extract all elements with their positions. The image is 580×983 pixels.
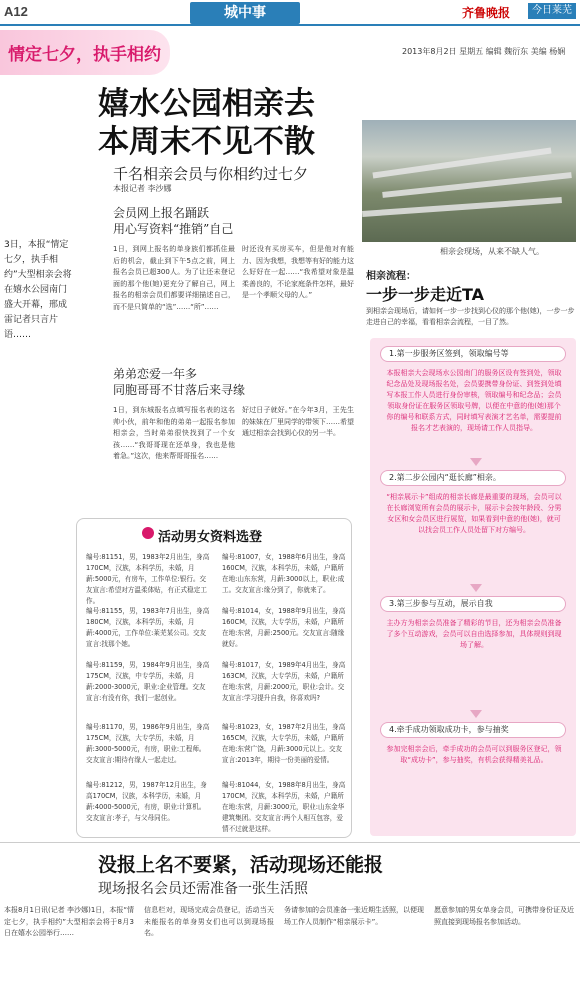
photo-caption: 相亲会现场，从来不缺人气。 — [440, 247, 544, 256]
profiles-title: 活动男女资料选登 — [158, 530, 263, 545]
step-3-heading: 3.第三步参与互动，展示自我 — [380, 596, 566, 612]
paper-badge: 今日莱芜 — [528, 3, 576, 19]
step-2-body: “相亲展示卡”组成的相亲长廊是最重要的现场，会员可以在长廊浏览所有会员的展示卡，展示卡会按年龄段、分男女区和女会员区进行展览，如果看到中意的他(她)，就可以找会员工作人员处留下对方编号。 — [386, 493, 562, 534]
second-body-column-4: 愿意参加的男女单身会员，可携带身份证及近照直接到现场报名参加活动。 — [434, 906, 574, 926]
profile-entry: 编号:81023，女，1987年2月出生，身高165CM，汉族，大专学历，未婚，户籍所在地:东营广饶，月薪:3000元以上。交友宣言:2013年，期待一份美丽的爱情。 — [222, 723, 346, 764]
event-banner — [0, 30, 170, 75]
step-3-body: 主办方为相亲会员准备了精彩的节目，还为相亲会员准备了多个互动游戏，会员可以自由选择参加，具体规则到现场了解。 — [386, 619, 562, 649]
section-divider — [0, 842, 580, 843]
body-column-4: 好过日子就好。”在今年3月，王先生的妹妹在厂里同学的带领下……希望通过相亲会找到心仪的另一半。 — [242, 406, 354, 437]
body-column-3: 1日，到东城报名点填写报名表的这名帅小伙，前年和他的弟弟一起报名参加相亲会，当时弟弟很快找到了一个女孩……“我哥哥现在还单身，我也是他着急。”这次，他来帮哥哥报名…… — [113, 406, 235, 460]
profile-entry: 编号:81007，女，1988年6月出生，身高160CM，汉族，本科学历，未婚，户籍所在地:山东东营，月薪:3000以上，职业:成工。交友宣言:缘分到了，你就来了。 — [222, 553, 346, 594]
second-body-column-1: 本报8月1日讯(记者 李沙娜)1日，本报“情定七夕，执手相约”大型相亲会将于8月3日在嬉水公园举行…… — [4, 906, 134, 937]
issue-meta: 2013年8月2日 星期五 编辑 魏衍东 美编 杨娴 — [402, 47, 566, 56]
profile-entry: 编号:81014，女，1988年9月出生，身高160CM，汉族，大专学历，未婚，户籍所在地:东营，月薪:2500元。交友宣言:随缘就好。 — [222, 607, 346, 648]
profile-entry: 编号:81155，男，1983年7月出生，身高180CM，汉族，本科学历，未婚，月薪:4000元，工作单位:莱芜某公司。交友宣言:找那个她。 — [86, 607, 210, 648]
step-1-heading: 1.第一步服务区签到，领取编号等 — [380, 346, 566, 362]
step-1-body: 本报相亲大会现场水公园南门的服务区设有签到处，领取纪念品处及现场报名处，会员要携带身份证、到签到处填写本报工作人员进行身份审核，领取编号和纪念品；会员领取身份证在服务区领取号牌，以便在中意的他(她)那个你的编号和联系方式，同时填写表演才艺名单，需要提前报名才艺表演的，现场请工作人员指导。 — [386, 369, 562, 432]
page-header — [0, 0, 580, 24]
main-headline: 嬉水公园相亲去 本周末不见不散 — [98, 86, 315, 160]
process-title: 一步一步走近TA — [366, 285, 485, 304]
header-divider — [0, 24, 580, 26]
step-2-heading: 2.第二步公园内“逛长廊”相亲。 — [380, 470, 566, 486]
profile-entry: 编号:81159，男，1984年9月出生，身高175CM，汉族，中专学历，未婚，月薪:2000-3000元，职业:企业管理。交友宣言:有没有你，我们一起创业。 — [86, 661, 210, 702]
main-byline: 本报记者 李沙娜 — [113, 184, 172, 193]
profile-entry: 编号:81017，女，1989年4月出生，身高163CM，汉族，大专学历，未婚，户籍所在地:东营，月薪:2000元，职业:会计。交友宣言:学习提升自我，你喜欢吗? — [222, 661, 346, 702]
body-column-2: 时还没有买房买车，但是他对有能力、因为我想，我想等有好的能力这么好好在一起……“我希望对象是温柔善良的，不论家庭条件怎样，最好是一个孝顺父母的人。” — [242, 245, 354, 299]
second-body-column-3: 务请参加的会员准备一张近期生活照，以便现场工作人员制作“相亲展示卡”。 — [284, 906, 424, 926]
profile-entry: 编号:81170，男，1986年9月出生，身高175CM，汉族，大专学历，未婚，月薪:3000-5000元，有房，职业:工程师。交友宣言:期待有缘人一起走过。 — [86, 723, 210, 764]
process-intro: 到相亲会现场后，请如何一步一步找到心仪的那个他(她)，一步一步走进自己的幸福，看看相亲会流程，一目了然。 — [366, 307, 575, 326]
banner-text: 情定七夕，执手相约 — [8, 45, 161, 65]
column-subhead-2: 弟弟恋爱一年多 同胞哥哥不甘落后来寻缘 — [113, 367, 246, 397]
photo-display-row — [382, 172, 572, 198]
paper-name: 齐鲁晚报 — [462, 6, 511, 20]
step-4-body: 参加完相亲会后，牵手成功的会员可以到服务区登记，领取“成功卡”，参与抽奖，有机会获得精美礼品。 — [386, 745, 562, 764]
photo-display-row — [362, 197, 562, 217]
column-subhead-1: 会员网上报名踊跃 用心写资料“推销”自己 — [113, 206, 234, 236]
profile-entry: 编号:81212，男，1987年12月出生，身高170CM，汉族，本科学历，未婚，月薪:4000-5000元，有房，职业:计算机。交友宣言:孝子，与父母同住。 — [86, 781, 207, 822]
profile-entry: 编号:81151，男，1983年2月出生，身高170CM，汉族，本科学历，未婚，月薪:5000元，有房车，工作单位:银行。交友宣言:希望对方温柔体贴，有正式稳定工作。 — [86, 553, 210, 604]
down-arrow-icon — [470, 458, 482, 466]
body-column-1: 1日，到网上报名的单身族们都抓住最后的机会，截止到下午5点之前，网上报名会员已超300人。为了让还未登记面的那个他(她)更充分了解自己，网上报名的相亲会员们都要详细描述自己，而不是只简单的“选”……“所”…… — [113, 245, 235, 311]
page-number: A12 — [4, 4, 28, 19]
down-arrow-icon — [470, 710, 482, 718]
event-photo — [362, 120, 576, 242]
lead-paragraph: 3日，本报“情定七夕，执手相约”大型相亲会将在嬉水公园南门盛大开幕，邢成雷记者只言片语…… — [4, 240, 72, 340]
photo-display-row — [372, 148, 551, 179]
main-subheadline: 千名相亲会员与你相约过七夕 — [113, 165, 309, 183]
down-arrow-icon — [470, 584, 482, 592]
section-tab: 城中事 — [190, 2, 300, 24]
second-body-column-2: 信息栏对，现场完成会员登记，活动当天未能报名的单身男女们也可以到现场报名。 — [144, 906, 274, 937]
profile-entry: 编号:81044，女，1988年8月出生，身高170CM，汉族，本科学历，未婚，户籍所在地:东营，月薪:3000元，职业:山东金华建筑集团。交友宣言:两个人相互包容，爱情不过就是这样。 — [222, 781, 346, 833]
heart-icon — [142, 527, 154, 539]
second-headline: 没报上名不要紧，活动现场还能报 — [98, 854, 384, 876]
step-4-heading: 4.牵手成功领取成功卡，参与抽奖 — [380, 722, 566, 738]
process-label: 相亲流程： — [366, 271, 416, 282]
second-subheadline: 现场报名会员还需准备一张生活照 — [98, 881, 308, 897]
